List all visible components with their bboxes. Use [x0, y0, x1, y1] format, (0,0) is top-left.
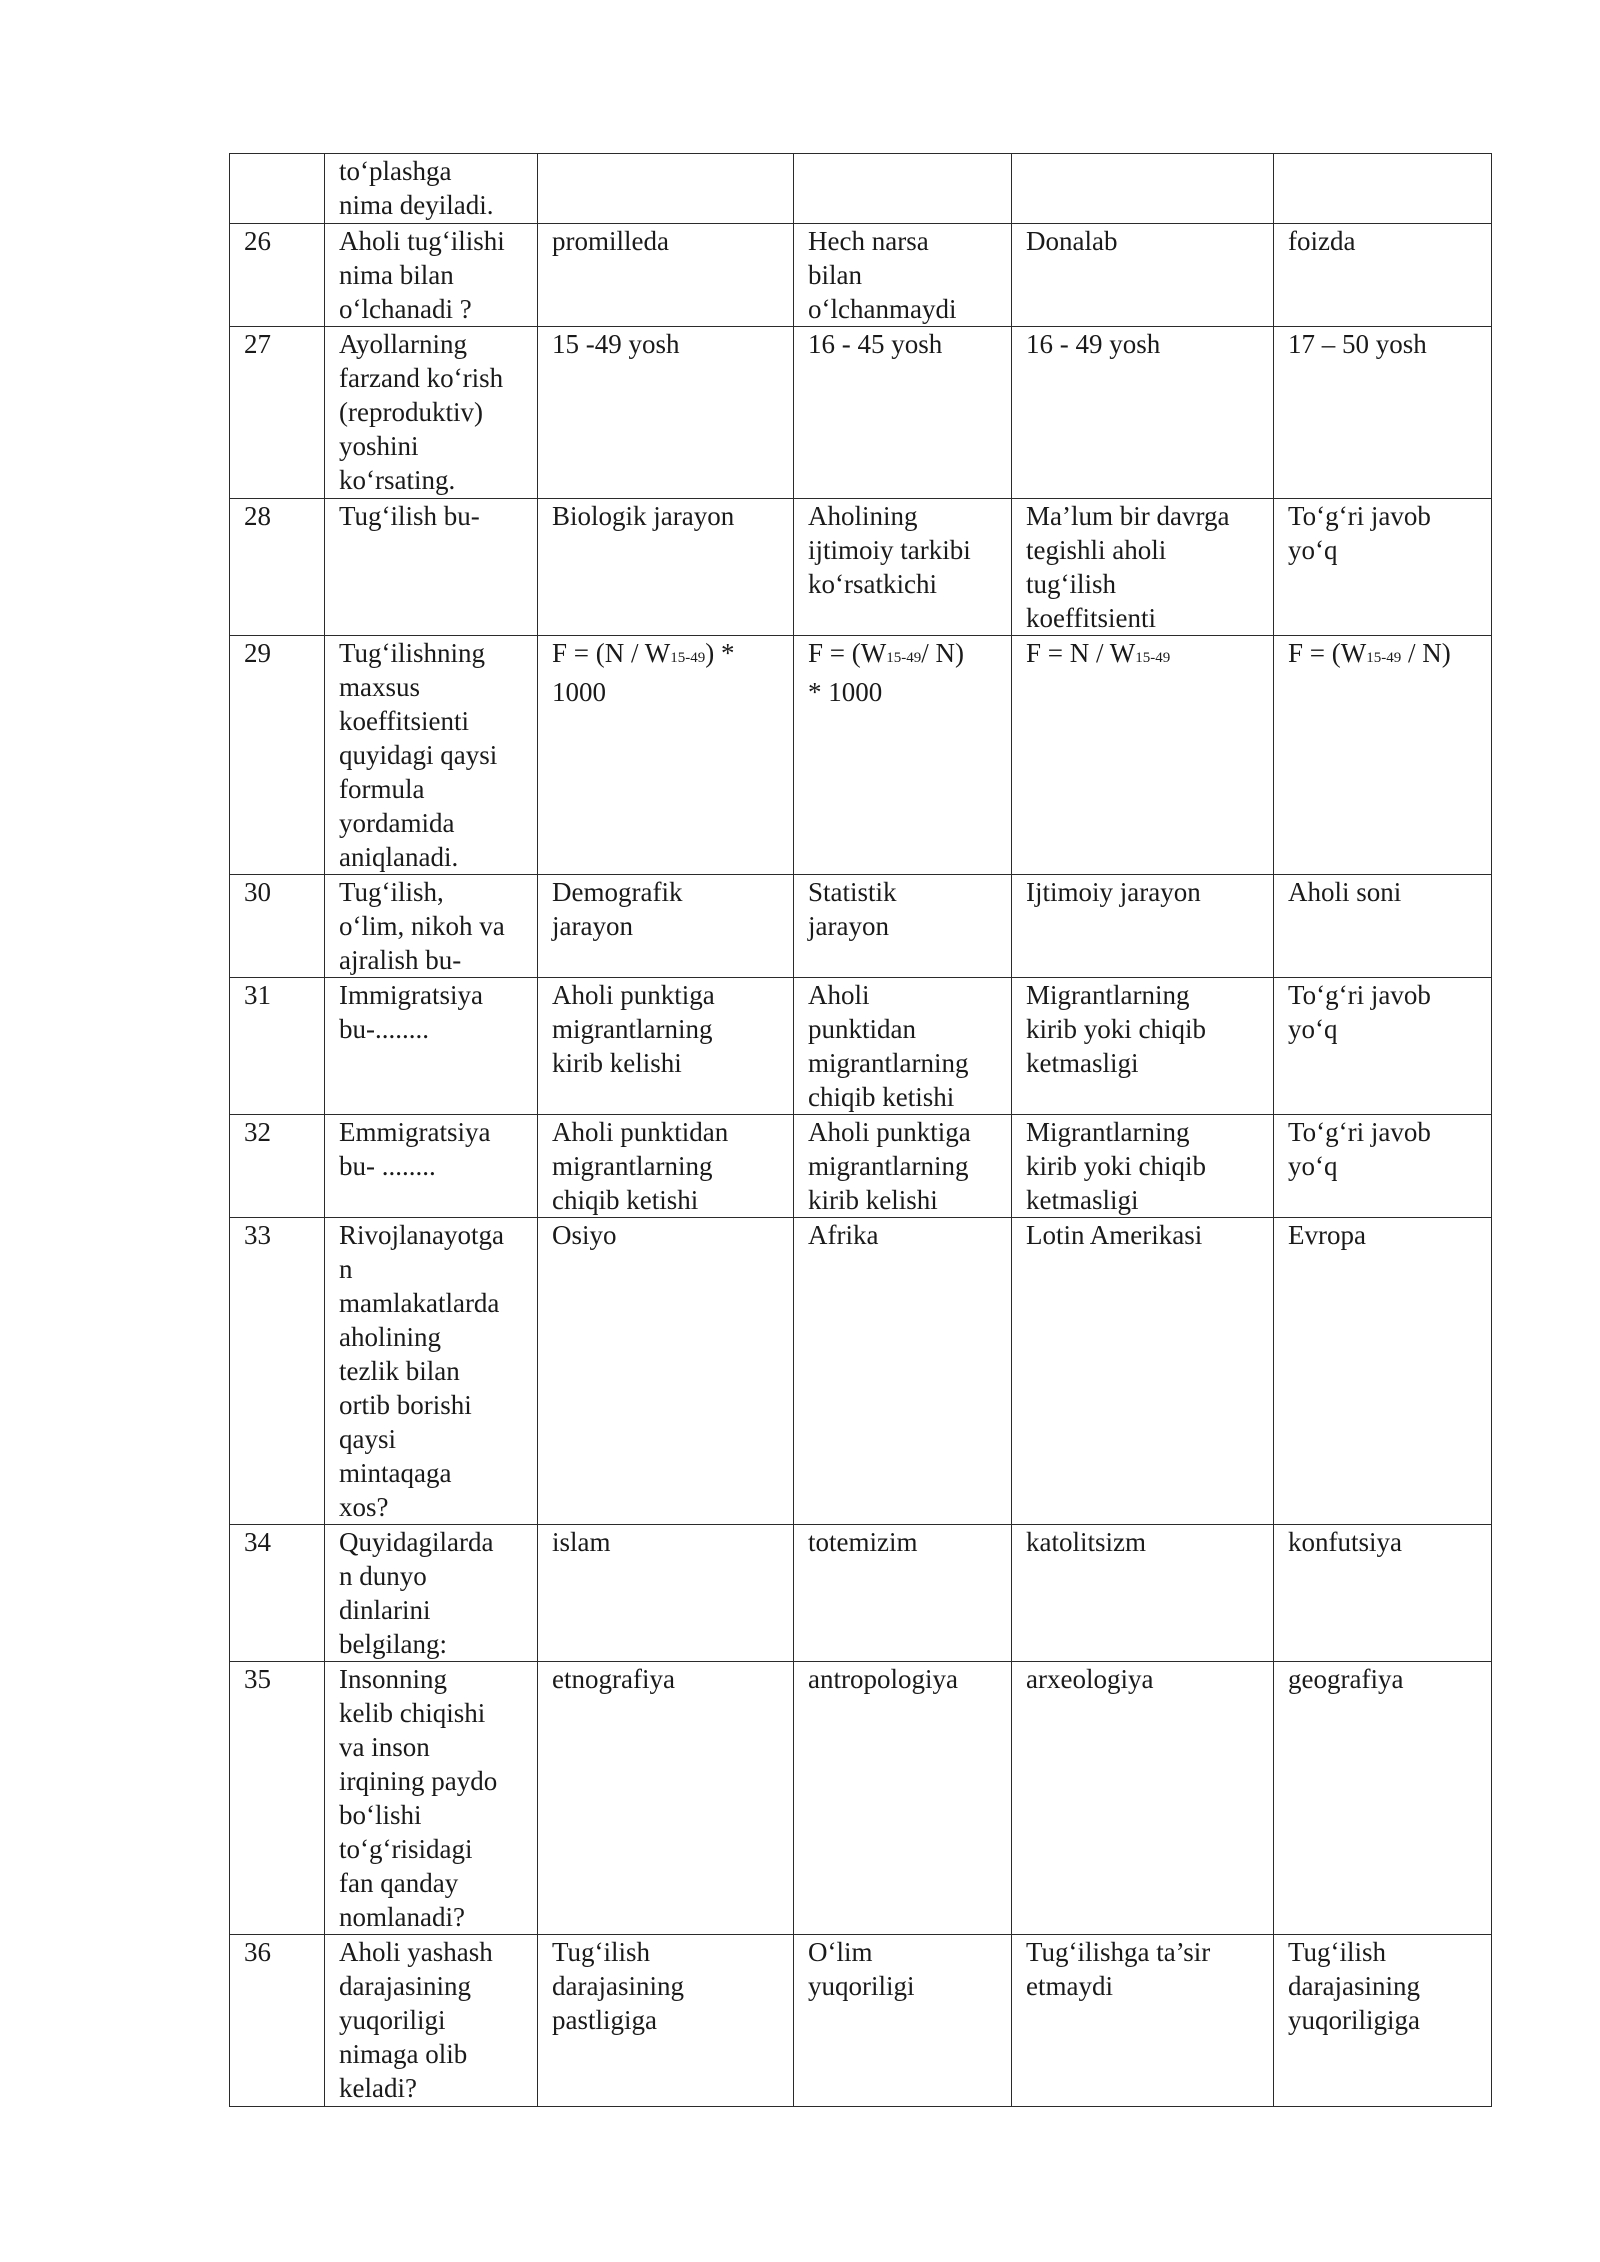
table-row	[230, 327, 1492, 499]
option-b-cell: Aholining ijtimoiy tarkibi ko‘rsatkichi	[794, 499, 1012, 636]
option-a-cell: promilleda	[538, 224, 794, 327]
option-a-cell: Demografik jarayon	[538, 875, 794, 978]
option-c-cell: Ma’lum bir davrga tegishli aholi tug‘ilish koeffitsienti	[1012, 499, 1274, 636]
table-row	[230, 1662, 1492, 1935]
row-number: 30	[230, 875, 325, 978]
option-a-cell: Aholi punktiga migrantlarning kirib kelishi	[538, 978, 794, 1115]
table-row	[230, 154, 1492, 224]
row-number: 26	[230, 224, 325, 327]
question-cell: Rivojlanayotga n mamlakatlarda aholining tezlik bilan ortib borishi qaysi mintaqaga xos?	[325, 1218, 538, 1525]
question-cell: Tug‘ilish, o‘lim, nikoh va ajralish bu-	[325, 875, 538, 978]
table-row	[230, 636, 1492, 875]
question-cell: Tug‘ilish bu-	[325, 499, 538, 636]
row-number: 33	[230, 1218, 325, 1525]
option-d-cell: konfutsiya	[1274, 1525, 1492, 1662]
option-a-cell: Aholi punktidan migrantlarning chiqib ketishi	[538, 1115, 794, 1218]
quiz-table	[229, 153, 1492, 2107]
option-d-cell: To‘g‘ri javob yo‘q	[1274, 499, 1492, 636]
option-c-cell: Migrantlarning kirib yoki chiqib ketmasligi	[1012, 1115, 1274, 1218]
question-cell: Insonning kelib chiqishi va inson irqining paydo bo‘lishi to‘g‘risidagi fan qanday nomlanadi?	[325, 1662, 538, 1935]
option-d-cell: geografiya	[1274, 1662, 1492, 1935]
option-b-cell	[794, 154, 1012, 224]
option-c-cell: Ijtimoiy jarayon	[1012, 875, 1274, 978]
option-a-cell	[538, 154, 794, 224]
option-d-cell: To‘g‘ri javob yo‘q	[1274, 978, 1492, 1115]
option-a-cell: etnografiya	[538, 1662, 794, 1935]
question-cell: Aholi yashash darajasining yuqoriligi nimaga olib keladi?	[325, 1935, 538, 2107]
question-cell: Tug‘ilishning maxsus koeffitsienti quyidagi qaysi formula yordamida aniqlanadi.	[325, 636, 538, 875]
option-c-cell	[1012, 636, 1274, 875]
option-b-cell: Aholi punktiga migrantlarning kirib kelishi	[794, 1115, 1012, 1218]
option-b-cell: 16 - 45 yosh	[794, 327, 1012, 499]
option-a-cell: 15 -49 yosh	[538, 327, 794, 499]
option-a-cell: islam	[538, 1525, 794, 1662]
table-row	[230, 499, 1492, 636]
option-a-cell: Biologik jarayon	[538, 499, 794, 636]
row-number: 27	[230, 327, 325, 499]
option-a-cell: Osiyo	[538, 1218, 794, 1525]
option-d-cell: To‘g‘ri javob yo‘q	[1274, 1115, 1492, 1218]
question-cell: Ayollarning farzand ko‘rish (reproduktiv) yoshini ko‘rsating.	[325, 327, 538, 499]
option-c-cell: Tug‘ilishga ta’sir etmaydi	[1012, 1935, 1274, 2107]
table-row	[230, 1115, 1492, 1218]
table-row	[230, 1218, 1492, 1525]
option-d-cell	[1274, 154, 1492, 224]
row-number: 36	[230, 1935, 325, 2107]
option-d-cell: Evropa	[1274, 1218, 1492, 1525]
option-d-cell: 17 – 50 yosh	[1274, 327, 1492, 499]
question-cell: Emmigratsiya bu- ........	[325, 1115, 538, 1218]
option-d-cell: foizda	[1274, 224, 1492, 327]
option-b-cell: Afrika	[794, 1218, 1012, 1525]
table-row	[230, 224, 1492, 327]
option-b-cell	[794, 636, 1012, 875]
question-cell: Immigratsiya bu-........	[325, 978, 538, 1115]
question-cell: Aholi tug‘ilishi nima bilan o‘lchanadi ?	[325, 224, 538, 327]
question-cell: Quyidagilarda n dunyo dinlarini belgilang:	[325, 1525, 538, 1662]
option-b-cell: Statistik jarayon	[794, 875, 1012, 978]
option-d-cell: Aholi soni	[1274, 875, 1492, 978]
row-number: 29	[230, 636, 325, 875]
option-c-cell	[1012, 154, 1274, 224]
option-c-cell: Donalab	[1012, 224, 1274, 327]
formula-text: F = (W15-49/ N) * 1000	[808, 638, 964, 707]
table-row	[230, 1935, 1492, 2107]
option-b-cell: antropologiya	[794, 1662, 1012, 1935]
option-d-cell: Tug‘ilish darajasining yuqoriligiga	[1274, 1935, 1492, 2107]
table-row	[230, 1525, 1492, 1662]
option-c-cell: Migrantlarning kirib yoki chiqib ketmasligi	[1012, 978, 1274, 1115]
option-b-cell: Hech narsa bilan o‘lchanmaydi	[794, 224, 1012, 327]
row-number: 28	[230, 499, 325, 636]
option-b-cell: Aholi punktidan migrantlarning chiqib ketishi	[794, 978, 1012, 1115]
formula-text: F = N / W15-49	[1026, 638, 1171, 668]
formula-text: F = (W15-49 / N)	[1288, 638, 1451, 668]
option-b-cell: O‘lim yuqoriligi	[794, 1935, 1012, 2107]
option-c-cell: katolitsizm	[1012, 1525, 1274, 1662]
option-c-cell: Lotin Amerikasi	[1012, 1218, 1274, 1525]
row-number: 32	[230, 1115, 325, 1218]
option-c-cell: arxeologiya	[1012, 1662, 1274, 1935]
table-row	[230, 978, 1492, 1115]
row-number: 31	[230, 978, 325, 1115]
formula-text: F = (N / W15-49) * 1000	[552, 638, 735, 707]
table-row	[230, 875, 1492, 978]
option-c-cell: 16 - 49 yosh	[1012, 327, 1274, 499]
option-b-cell: totemizim	[794, 1525, 1012, 1662]
option-a-cell: Tug‘ilish darajasining pastligiga	[538, 1935, 794, 2107]
row-number: 35	[230, 1662, 325, 1935]
question-cell: to‘plashga nima deyiladi.	[325, 154, 538, 224]
option-d-cell	[1274, 636, 1492, 875]
option-a-cell	[538, 636, 794, 875]
row-number: 34	[230, 1525, 325, 1662]
row-number	[230, 154, 325, 224]
